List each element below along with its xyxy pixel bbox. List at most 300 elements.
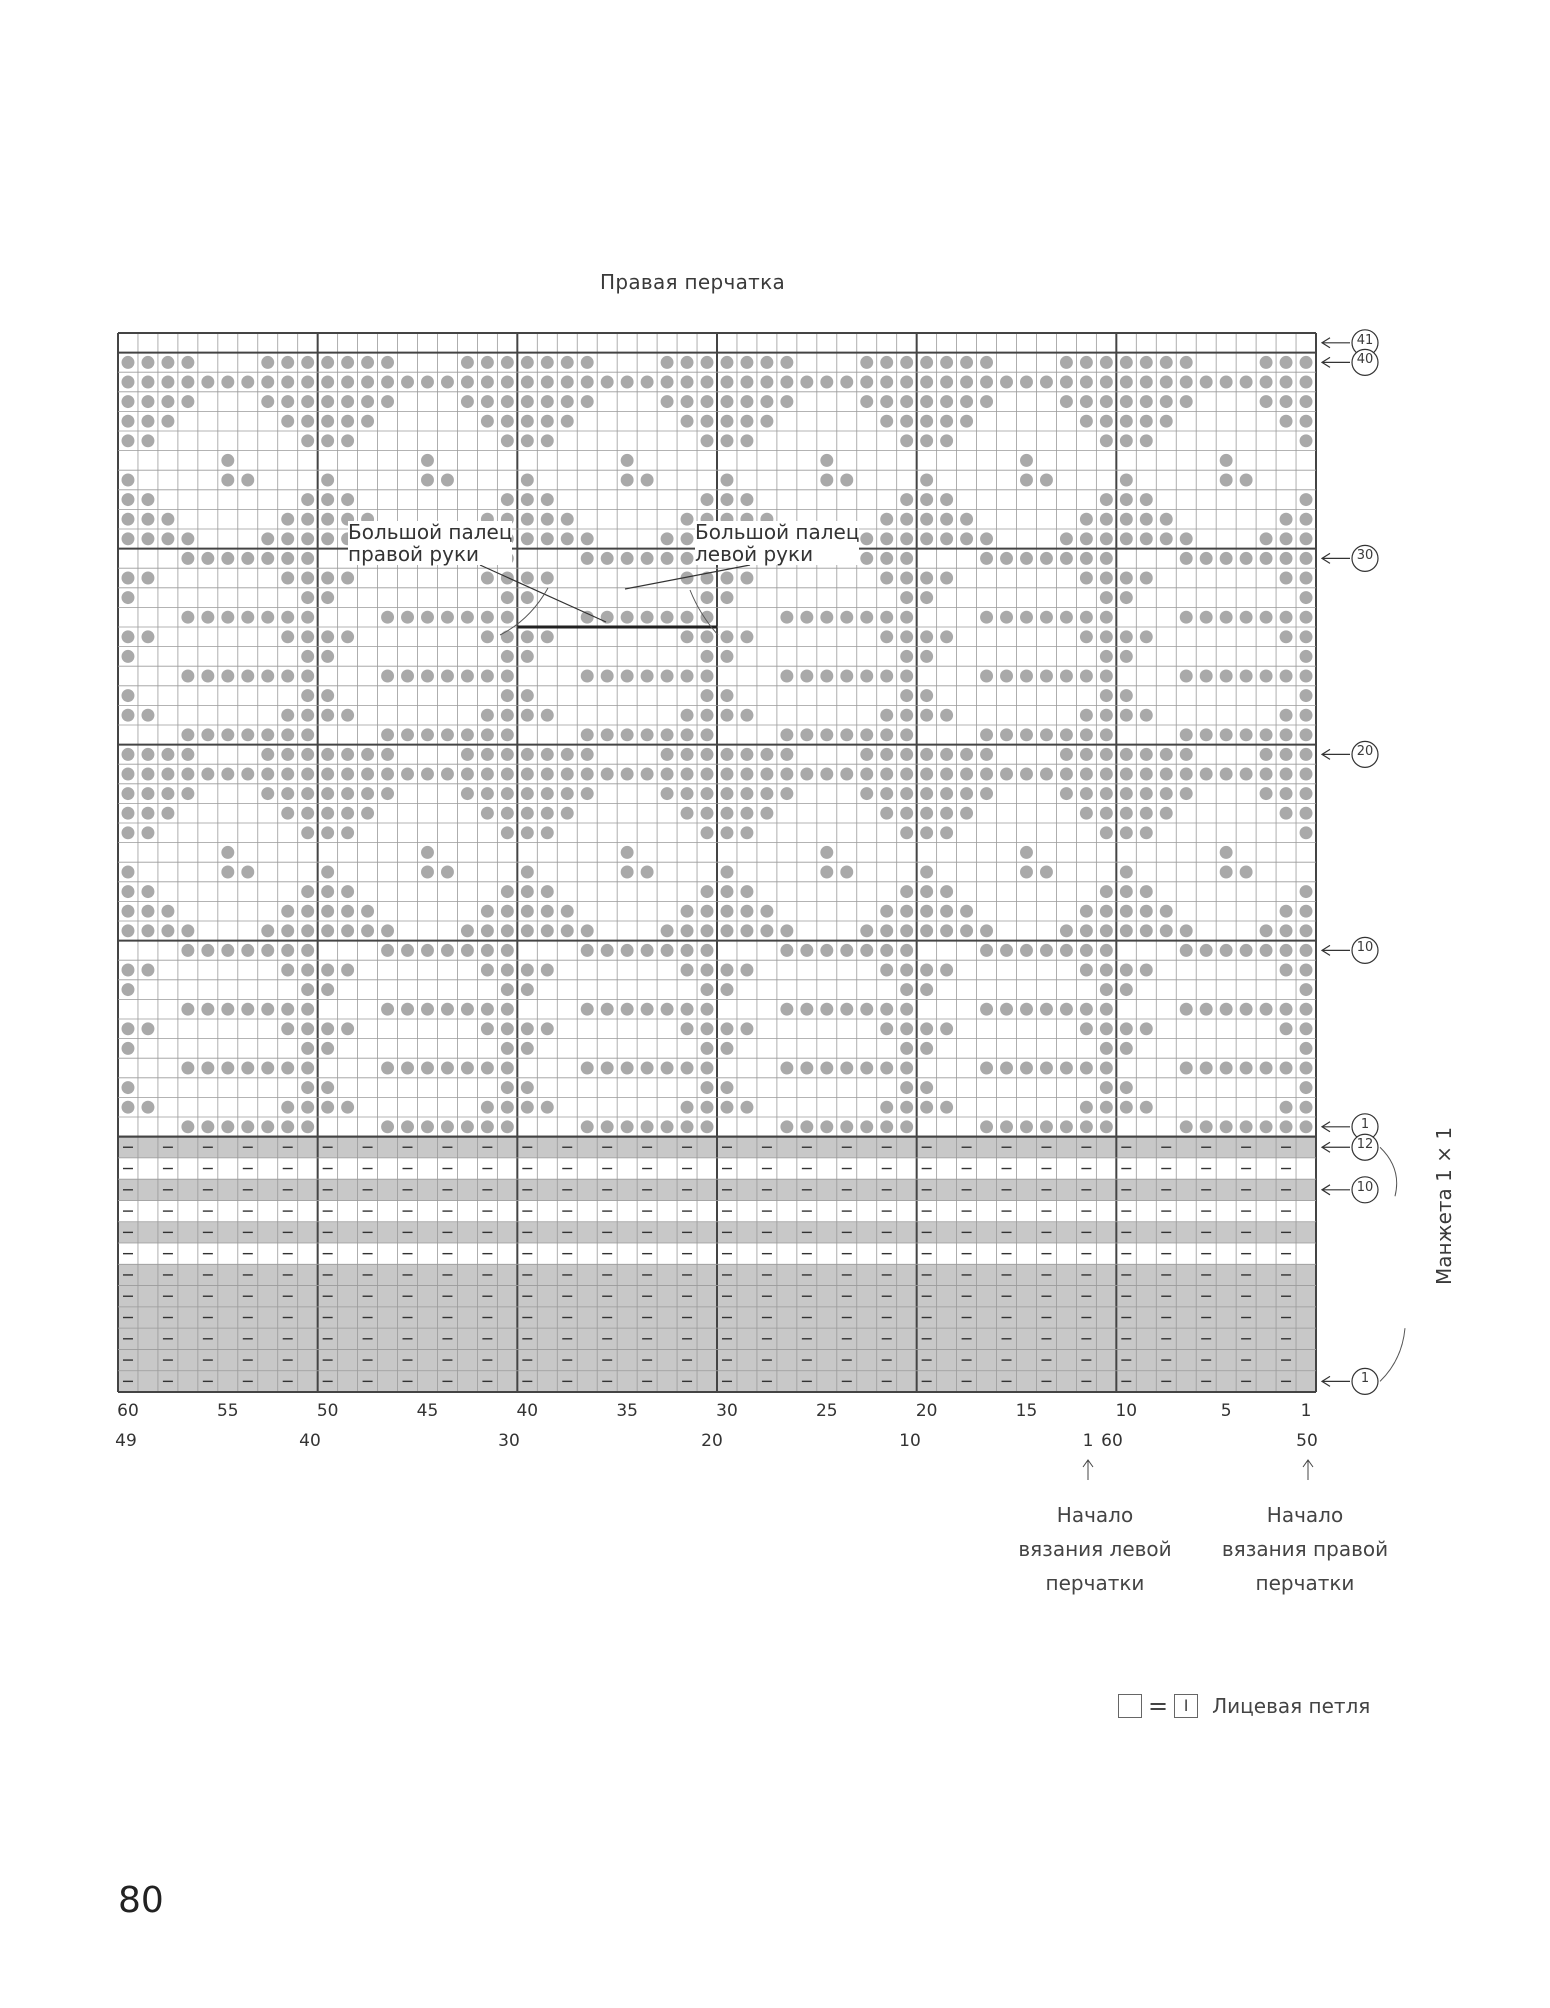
pattern-dot (401, 376, 414, 389)
pattern-dot (521, 376, 534, 389)
pattern-dot (840, 376, 853, 389)
pattern-dot (421, 944, 434, 957)
pattern-dot (1080, 924, 1093, 937)
pattern-dot (920, 415, 933, 428)
pattern-dot (301, 611, 314, 624)
pattern-dot (501, 983, 514, 996)
pattern-dot (1180, 670, 1193, 683)
pattern-dot (481, 964, 494, 977)
pattern-dot (341, 415, 354, 428)
pattern-dot (681, 1062, 694, 1075)
pattern-dot (481, 905, 494, 918)
pattern-dot (701, 807, 714, 820)
pattern-dot (141, 709, 154, 722)
pattern-dot (281, 1062, 294, 1075)
pattern-dot (1280, 905, 1293, 918)
pattern-dot (860, 670, 873, 683)
pattern-dot (940, 415, 953, 428)
pattern-dot (1200, 1120, 1213, 1133)
pattern-dot (561, 787, 574, 800)
pattern-dot (1220, 768, 1233, 781)
pattern-dot (281, 376, 294, 389)
pattern-dot (521, 650, 534, 663)
pattern-dot (721, 650, 734, 663)
pattern-dot (201, 1120, 214, 1133)
pattern-dot (900, 1120, 913, 1133)
pattern-dot (880, 670, 893, 683)
pattern-dot (900, 748, 913, 761)
pattern-dot (601, 1062, 614, 1075)
pattern-dot (840, 1062, 853, 1075)
callout-right-thumb (348, 521, 512, 565)
pattern-dot (920, 630, 933, 643)
pattern-dot (581, 748, 594, 761)
axis-top-label: 1 (1300, 1401, 1312, 1421)
pattern-dot (1300, 826, 1313, 839)
pattern-dot (1080, 709, 1093, 722)
pattern-dot (780, 376, 793, 389)
pattern-dot (820, 1062, 833, 1075)
pattern-dot (760, 905, 773, 918)
pattern-dot (1120, 591, 1133, 604)
pattern-dot (1200, 1062, 1213, 1075)
pattern-dot (521, 1101, 534, 1114)
pattern-dot (341, 630, 354, 643)
pattern-dot (1200, 552, 1213, 565)
pattern-dot (541, 376, 554, 389)
pattern-dot (221, 768, 234, 781)
pattern-dot (621, 1120, 634, 1133)
pattern-dot (281, 748, 294, 761)
pattern-dot (721, 1101, 734, 1114)
pattern-dot (1120, 905, 1133, 918)
pattern-dot (701, 670, 714, 683)
pattern-dot (701, 748, 714, 761)
pattern-dot (721, 572, 734, 585)
pattern-dot (1000, 552, 1013, 565)
pattern-dot (201, 944, 214, 957)
pattern-dot (421, 1062, 434, 1075)
pattern-dot (1020, 611, 1033, 624)
pattern-dot (920, 964, 933, 977)
pattern-dot (1120, 964, 1133, 977)
pattern-dot (461, 787, 474, 800)
pattern-dot (321, 356, 334, 369)
pattern-dot (321, 1101, 334, 1114)
pattern-dot (281, 1120, 294, 1133)
axis-bottom-label: 50 (1296, 1431, 1318, 1451)
pattern-dot (860, 748, 873, 761)
pattern-dot (281, 1101, 294, 1114)
pattern-dot (721, 787, 734, 800)
pattern-dot (880, 964, 893, 977)
pattern-dot (1180, 748, 1193, 761)
pattern-dot (1280, 513, 1293, 526)
pattern-dot (701, 356, 714, 369)
pattern-dot (581, 1120, 594, 1133)
pattern-dot (900, 885, 913, 898)
pattern-dot (1080, 728, 1093, 741)
pattern-dot (141, 826, 154, 839)
pattern-dot (1120, 493, 1133, 506)
pattern-dot (381, 1120, 394, 1133)
page-number: 80 (118, 1880, 164, 1921)
pattern-dot (621, 866, 634, 879)
pattern-dot (321, 787, 334, 800)
pattern-dot (1000, 1120, 1013, 1133)
pattern-dot (701, 1042, 714, 1055)
pattern-dot (740, 630, 753, 643)
pattern-dot (820, 728, 833, 741)
pattern-dot (561, 415, 574, 428)
pattern-dot (840, 944, 853, 957)
pattern-dot (1100, 983, 1113, 996)
cuff-label: Манжета 1 × 1 (1432, 1126, 1456, 1285)
pattern-dot (1100, 630, 1113, 643)
pattern-dot (201, 376, 214, 389)
pattern-dot (1180, 944, 1193, 957)
pattern-dot (980, 552, 993, 565)
pattern-dot (281, 768, 294, 781)
pattern-dot (501, 376, 514, 389)
pattern-dot (800, 768, 813, 781)
pattern-dot (780, 670, 793, 683)
pattern-dot (601, 670, 614, 683)
pattern-dot (321, 1042, 334, 1055)
pattern-dot (1120, 748, 1133, 761)
pattern-dot (441, 1003, 454, 1016)
pattern-dot (1100, 709, 1113, 722)
pattern-dot (740, 395, 753, 408)
pattern-dot (181, 924, 194, 937)
pattern-dot (721, 434, 734, 447)
pattern-dot (1200, 1003, 1213, 1016)
pattern-dot (900, 434, 913, 447)
pattern-dot (181, 532, 194, 545)
pattern-dot (521, 395, 534, 408)
pattern-dot (1260, 611, 1273, 624)
pattern-dot (900, 983, 913, 996)
pattern-dot (581, 552, 594, 565)
pattern-dot (701, 1022, 714, 1035)
pattern-dot (1020, 728, 1033, 741)
pattern-dot (1200, 768, 1213, 781)
pattern-dot (1240, 474, 1253, 487)
pattern-dot (221, 1062, 234, 1075)
pattern-dot (1260, 1003, 1273, 1016)
pattern-dot (1260, 748, 1273, 761)
pattern-dot (261, 1062, 274, 1075)
pattern-dot (501, 650, 514, 663)
start-right-line1: Начало (1266, 1503, 1344, 1527)
pattern-dot (920, 572, 933, 585)
pattern-dot (421, 474, 434, 487)
legend (1118, 1692, 1370, 1720)
pattern-dot (301, 905, 314, 918)
pattern-dot (541, 1022, 554, 1035)
pattern-dot (1100, 944, 1113, 957)
pattern-dot (1300, 807, 1313, 820)
pattern-dot (1080, 1003, 1093, 1016)
pattern-dot (521, 885, 534, 898)
pattern-dot (141, 1022, 154, 1035)
pattern-dot (940, 532, 953, 545)
pattern-dot (1100, 572, 1113, 585)
pattern-dot (161, 415, 174, 428)
pattern-dot (860, 1003, 873, 1016)
pattern-dot (481, 1120, 494, 1133)
pattern-dot (1280, 1101, 1293, 1114)
pattern-dot (1300, 552, 1313, 565)
pattern-dot (960, 807, 973, 820)
pattern-dot (481, 376, 494, 389)
pattern-dot (321, 591, 334, 604)
pattern-dot (221, 376, 234, 389)
pattern-dot (421, 611, 434, 624)
axis-top-label: 60 (117, 1401, 139, 1421)
pattern-dot (501, 1120, 514, 1133)
pattern-dot (641, 611, 654, 624)
pattern-dot (1200, 611, 1213, 624)
pattern-dot (1100, 395, 1113, 408)
pattern-dot (940, 434, 953, 447)
pattern-dot (1260, 376, 1273, 389)
pattern-dot (1240, 728, 1253, 741)
pattern-dot (561, 356, 574, 369)
pattern-dot (1240, 944, 1253, 957)
pattern-dot (361, 748, 374, 761)
pattern-dot (1200, 670, 1213, 683)
pattern-dot (681, 552, 694, 565)
pattern-dot (760, 356, 773, 369)
pattern-dot (880, 513, 893, 526)
pattern-dot (641, 1062, 654, 1075)
pattern-dot (1300, 650, 1313, 663)
pattern-dot (501, 415, 514, 428)
pattern-dot (301, 670, 314, 683)
row-marker-number: 1 (1360, 1116, 1370, 1132)
pattern-dot (1120, 1042, 1133, 1055)
pattern-dot (261, 395, 274, 408)
pattern-dot (1100, 885, 1113, 898)
pattern-dot (561, 924, 574, 937)
pattern-dot (900, 552, 913, 565)
pattern-dot (1300, 434, 1313, 447)
pattern-dot (301, 572, 314, 585)
pattern-dot (880, 356, 893, 369)
pattern-dot (181, 395, 194, 408)
pattern-dot (141, 905, 154, 918)
pattern-dot (900, 768, 913, 781)
pattern-dot (940, 748, 953, 761)
pattern-dot (1080, 552, 1093, 565)
row-marker-number: 30 (1356, 548, 1374, 564)
pattern-dot (740, 356, 753, 369)
pattern-dot (1300, 415, 1313, 428)
pattern-dot (1120, 630, 1133, 643)
pattern-dot (341, 709, 354, 722)
pattern-dot (701, 493, 714, 506)
pattern-dot (501, 1022, 514, 1035)
pattern-dot (501, 885, 514, 898)
pattern-dot (721, 395, 734, 408)
pattern-dot (1100, 493, 1113, 506)
pattern-dot (141, 572, 154, 585)
pattern-dot (341, 787, 354, 800)
pattern-dot (740, 905, 753, 918)
pattern-dot (661, 376, 674, 389)
pattern-dot (880, 611, 893, 624)
pattern-dot (481, 709, 494, 722)
pattern-dot (161, 513, 174, 526)
pattern-dot (381, 1062, 394, 1075)
pattern-dot (1220, 552, 1233, 565)
pattern-dot (501, 611, 514, 624)
pattern-dot (301, 650, 314, 663)
pattern-dot (740, 807, 753, 820)
pattern-dot (201, 552, 214, 565)
pattern-dot (301, 1081, 314, 1094)
pattern-dot (1120, 434, 1133, 447)
pattern-dot (940, 356, 953, 369)
pattern-dot (1280, 944, 1293, 957)
pattern-dot (780, 748, 793, 761)
pattern-dot (940, 395, 953, 408)
pattern-dot (1160, 924, 1173, 937)
pattern-dot (141, 513, 154, 526)
start-left-note (1010, 1498, 1180, 1600)
pattern-dot (1060, 768, 1073, 781)
pattern-dot (960, 513, 973, 526)
pattern-dot (581, 532, 594, 545)
pattern-dot (1000, 728, 1013, 741)
pattern-dot (141, 1101, 154, 1114)
pattern-dot (341, 572, 354, 585)
pattern-dot (341, 434, 354, 447)
pattern-dot (721, 885, 734, 898)
pattern-dot (501, 787, 514, 800)
pattern-dot (281, 1022, 294, 1035)
pattern-dot (721, 768, 734, 781)
pattern-dot (281, 905, 294, 918)
pattern-dot (441, 474, 454, 487)
pattern-dot (1160, 376, 1173, 389)
pattern-dot (1120, 474, 1133, 487)
pattern-dot (521, 807, 534, 820)
pattern-dot (241, 611, 254, 624)
pattern-dot (141, 434, 154, 447)
pattern-dot (122, 964, 135, 977)
axis-top-label: 15 (1015, 1401, 1038, 1421)
pattern-dot (201, 728, 214, 741)
pattern-dot (860, 395, 873, 408)
pattern-dot (1020, 454, 1033, 467)
pattern-dot (621, 611, 634, 624)
pattern-dot (721, 826, 734, 839)
pattern-dot (1300, 591, 1313, 604)
pattern-dot (681, 376, 694, 389)
pattern-dot (681, 356, 694, 369)
pattern-dot (980, 944, 993, 957)
pattern-dot (281, 356, 294, 369)
pattern-dot (1280, 924, 1293, 937)
pattern-dot (341, 1101, 354, 1114)
pattern-dot (1220, 1003, 1233, 1016)
pattern-dot (1260, 924, 1273, 937)
pattern-dot (1200, 728, 1213, 741)
pattern-dot (980, 768, 993, 781)
pattern-dot (521, 434, 534, 447)
pattern-dot (501, 1081, 514, 1094)
pattern-dot (221, 1120, 234, 1133)
pattern-dot (561, 395, 574, 408)
pattern-dot (122, 630, 135, 643)
pattern-dot (341, 1022, 354, 1035)
pattern-dot (701, 1081, 714, 1094)
pattern-dot (1280, 964, 1293, 977)
pattern-dot (122, 532, 135, 545)
pattern-dot (1240, 866, 1253, 879)
pattern-dot (301, 964, 314, 977)
pattern-dot (920, 1081, 933, 1094)
pattern-dot (401, 611, 414, 624)
pattern-dot (461, 356, 474, 369)
pattern-dot (1080, 415, 1093, 428)
pattern-dot (1260, 552, 1273, 565)
pattern-dot (521, 905, 534, 918)
pattern-dot (481, 1062, 494, 1075)
pattern-dot (920, 474, 933, 487)
pattern-dot (840, 1003, 853, 1016)
pattern-dot (401, 1062, 414, 1075)
pattern-dot (321, 924, 334, 937)
pattern-dot (401, 1120, 414, 1133)
pattern-dot (1100, 513, 1113, 526)
pattern-dot (900, 1003, 913, 1016)
pattern-dot (900, 376, 913, 389)
pattern-dot (860, 728, 873, 741)
pattern-dot (701, 415, 714, 428)
pattern-dot (760, 748, 773, 761)
pattern-dot (860, 532, 873, 545)
pattern-dot (880, 630, 893, 643)
pattern-dot (541, 415, 554, 428)
pattern-dot (940, 924, 953, 937)
pattern-dot (122, 1081, 135, 1094)
pattern-dot (1060, 944, 1073, 957)
pattern-dot (481, 748, 494, 761)
axis-top-label: 10 (1115, 1401, 1138, 1421)
pattern-dot (760, 376, 773, 389)
pattern-dot (1220, 944, 1233, 957)
pattern-dot (261, 1120, 274, 1133)
pattern-dot (261, 787, 274, 800)
pattern-dot (1100, 376, 1113, 389)
start-right-line2: вязания правой (1221, 1537, 1389, 1561)
pattern-dot (361, 807, 374, 820)
pattern-dot (621, 768, 634, 781)
pattern-dot (1080, 905, 1093, 918)
pattern-dot (1120, 415, 1133, 428)
pattern-dot (421, 376, 434, 389)
pattern-dot (481, 630, 494, 643)
pattern-dot (780, 787, 793, 800)
pattern-dot (900, 572, 913, 585)
pattern-dot (161, 395, 174, 408)
pattern-dot (521, 768, 534, 781)
pattern-dot (900, 532, 913, 545)
pattern-dot (701, 787, 714, 800)
